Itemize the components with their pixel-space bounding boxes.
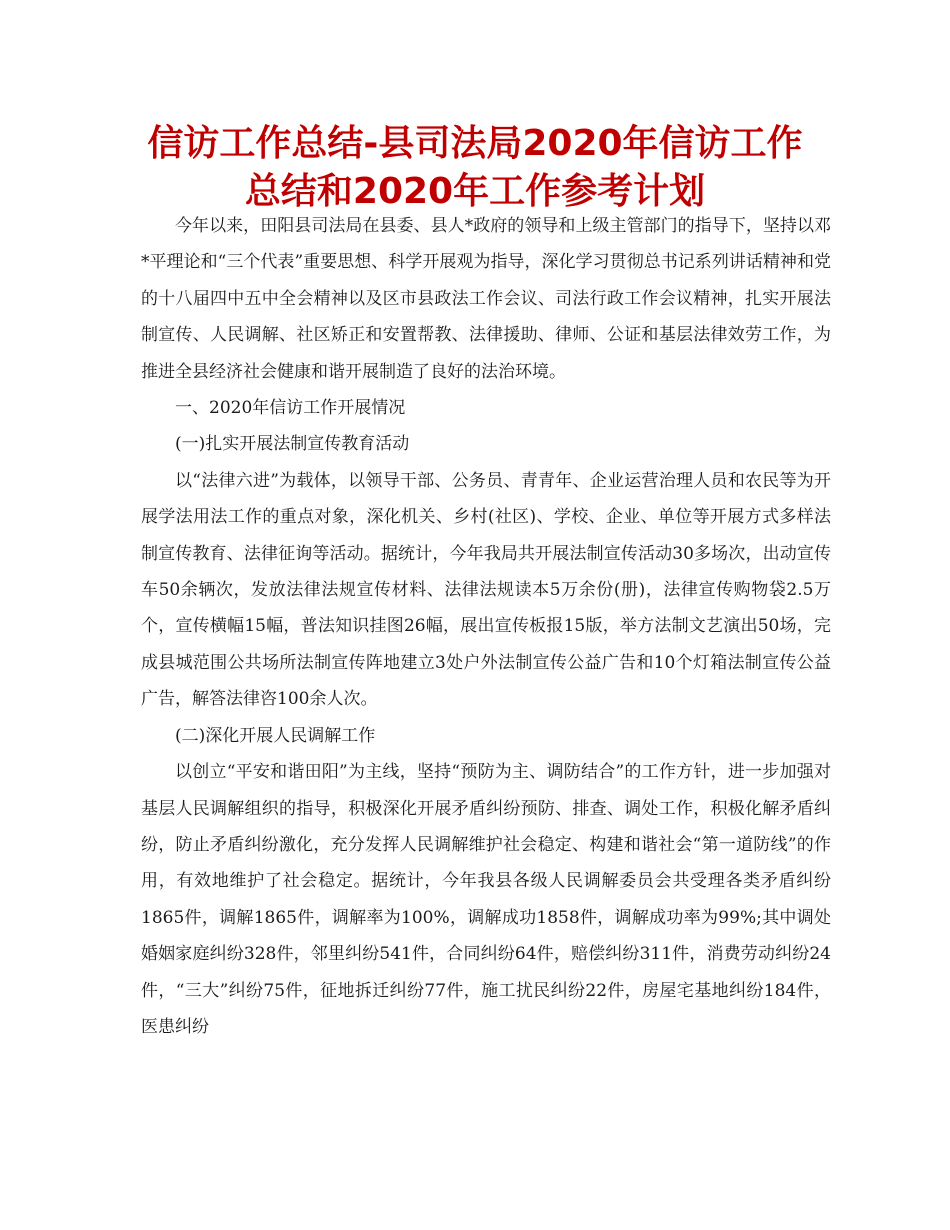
document-body bbox=[141, 208, 831, 1045]
document-title: 信访工作总结-县司法局2020年信访工作总结和2020年工作参考计划 bbox=[147, 123, 803, 212]
paragraph-legal-publicity: 以“法律六进”为载体，以领导干部、公务员、青青年、企业运营治理人员和农民等为开展学法用法工作的重点对象，深化机关、乡村(社区)、学校、企业、单位等开展方式多样法制宣传教育、法律征询等活动。据统计，今年我局共开展法制宣传活动30多场次，出动宣传车50余辆次，发放法律法规宣传材料、法律法规读本5万余份(册)，法律宣传购物袋2.5万个，宣传横幅15幅，普法知识挂图26幅，展出宣传板报15版，举方法制文艺演出50场，完成县城范围公共场所法制宣传阵地建立3处户外法制宣传公益广告和10个灯箱法制宣传公益广告，解答法律咨100余人次。 bbox=[141, 470, 831, 710]
section-heading-1: 一、2020年信访工作开展情况 bbox=[175, 398, 406, 419]
subsection-heading-1: (一)扎实开展法制宣传教育活动 bbox=[175, 434, 410, 455]
subsection-heading-2: (二)深化开展人民调解工作 bbox=[175, 725, 376, 746]
paragraph-intro: 今年以来，田阳县司法局在县委、县人*政府的领导和上级主管部门的指导下，坚持以邓*平理论和“三个代表”重要思想、科学开展观为指导，深化学习贯彻总书记系列讲话精神和党的十八届四中五中全会精神以及区市县政法工作会议、司法行政工作会议精神，扎实开展法制宣传、人民调解、社区矫正和安置帮教、法律援助、律师、公证和基层法律效劳工作，为推进全县经济社会健康和谐开展制造了良好的法治环境。 bbox=[141, 216, 831, 382]
paragraph-mediation: 以创立“平安和谐田阳”为主线，坚持“预防为主、调防结合”的工作方针，进一步加强对基层人民调解组织的指导，积极深化开展矛盾纠纷预防、排查、调处工作，积极化解矛盾纠纷，防止矛盾纠纷激化，充分发挥人民调解维护社会稳定、构建和谐社会“第一道防线”的作用，有效地维护了社会稳定。据统计，今年我县各级人民调解委员会共受理各类矛盾纠纷1865件，调解1865件，调解率为100%，调解成功1858件，调解成功率为99%;其中调处婚姻家庭纠纷328件，邻里纠纷541件，合同纠纷64件，赔偿纠纷311件，消费劳动纠纷24件，“三大”纠纷75件，征地拆迁纠纷77件，施工扰民纠纷22件，房屋宅基地纠纷184件，医患纠纷 bbox=[141, 762, 831, 1037]
